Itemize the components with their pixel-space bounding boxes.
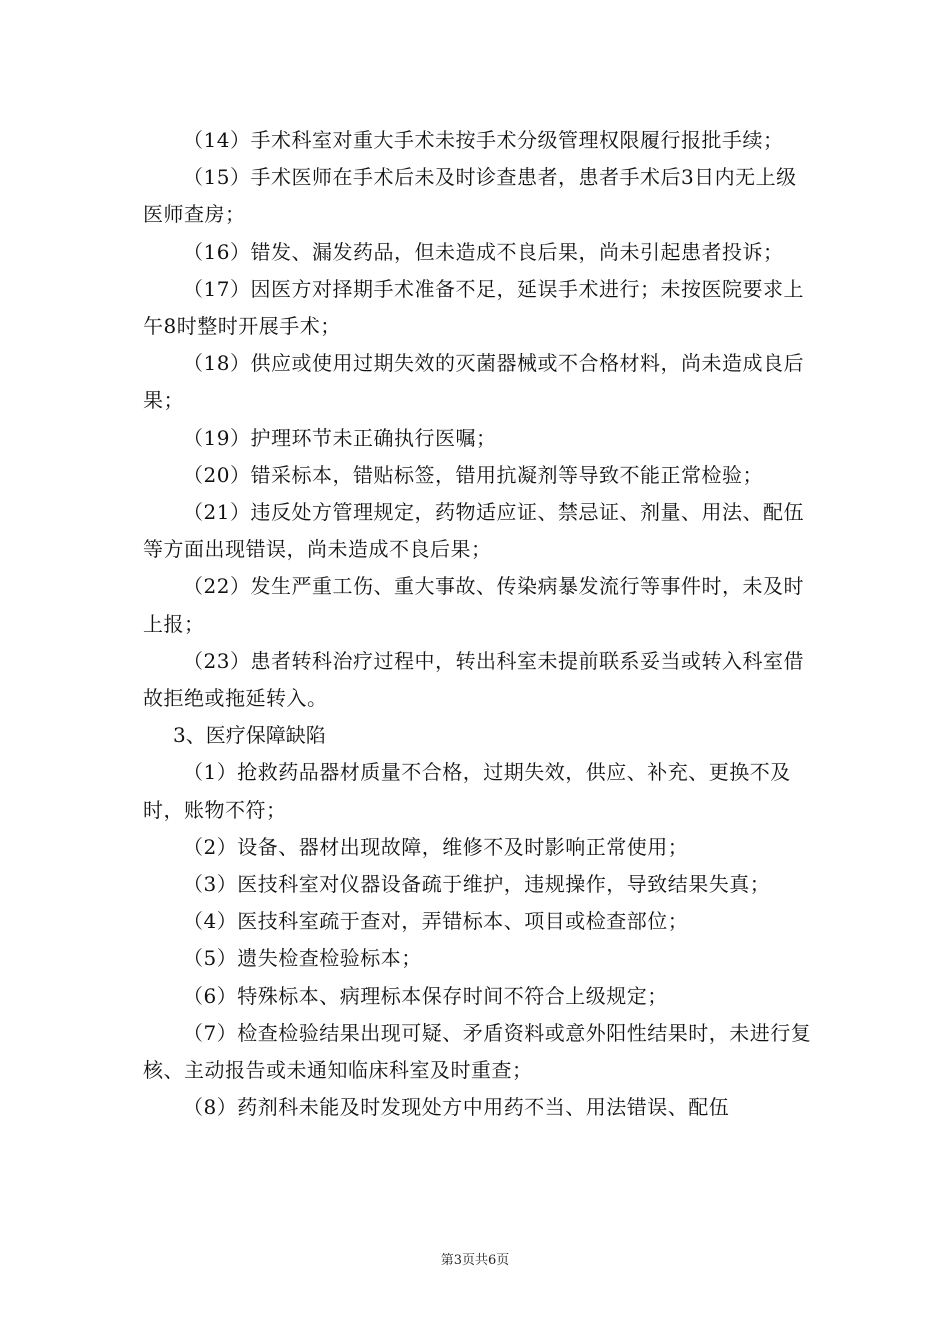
section-paragraph-7: （7）检查检验结果出现可疑、矛盾资料或意外阳性结果时，未进行复核、主动报告或未通知临床科室及时重查； [143, 1020, 812, 1083]
paragraph-21: （21）违反处方管理规定，药物适应证、禁忌证、剂量、用法、配伍等方面出现错误，尚未造成不良后果； [143, 500, 804, 562]
paragraph-16: （16）错发、漏发药品，但未造成不良后果，尚未引起患者投诉； [183, 239, 784, 264]
paragraph-18: （18）供应或使用过期失效的灭菌器械或不合格材料，尚未造成良后果； [143, 351, 804, 413]
paragraph-14: （14）手术科室对重大手术未按手术分级管理权限履行报批手续； [183, 128, 784, 152]
paragraph-15: （15）手术医师在手术后未及时诊查患者，患者手术后3日内无上级医师查房； [143, 165, 797, 227]
paragraph-19: （19）护理环节未正确执行医嘱； [183, 425, 497, 450]
section-paragraph-1: （1）抢救药品器材质量不合格，过期失效，供应、补充、更换不及时，账物不符； [143, 760, 791, 822]
section-paragraph-5: （5）遗失检查检验标本； [183, 946, 422, 971]
page-content [143, 122, 815, 1126]
section-paragraph-6: （6）特殊标本、病理标本保存时间不符合上级规定； [183, 983, 668, 1008]
page-footer [0, 1249, 950, 1268]
section-paragraph-4: （4）医技科室疏于查对，弄错标本、项目或检查部位； [183, 909, 689, 934]
page-number: 第3页共6页 [440, 1253, 510, 1268]
section-paragraph-3: （3）医技科室对仪器设备疏于维护，违规操作，导致结果失真； [183, 872, 771, 897]
paragraph-20: （20）错采标本，错贴标签，错用抗凝剂等导致不能正常检验； [183, 462, 763, 487]
section-paragraph-2: （2）设备、器材出现故障，维修不及时影响正常使用； [183, 834, 689, 859]
section-heading: 3、医疗保障缺陷 [173, 723, 326, 748]
paragraph-23: （23）患者转科治疗过程中，转出科室未提前联系妥当或转入科室借故拒绝或拖延转入。 [143, 648, 804, 711]
paragraph-22: （22）发生严重工伤、重大事故、传染病暴发流行等事件时，未及时上报； [143, 574, 804, 636]
paragraph-17: （17）因医方对择期手术准备不足，延误手术进行；未按医院要求上午8时整时开展手术； [143, 276, 804, 339]
section-paragraph-8: （8）药剂科未能及时发现处方中用药不当、用法错误、配伍 [183, 1095, 730, 1120]
